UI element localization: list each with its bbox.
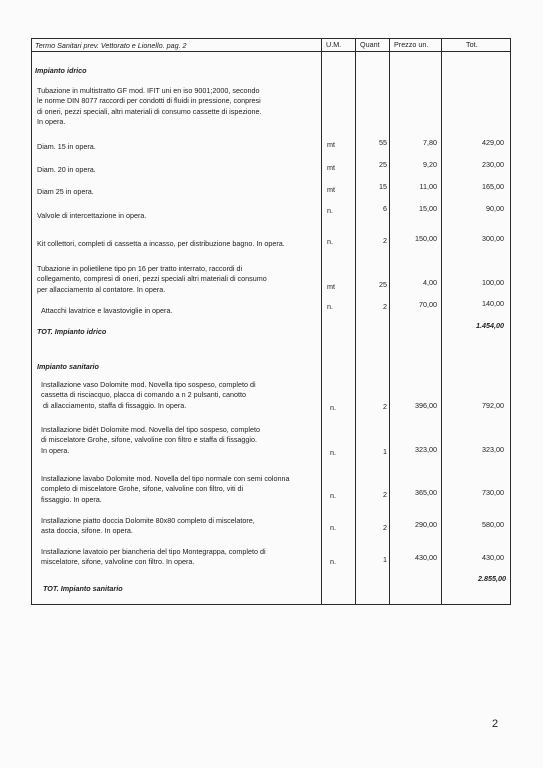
total-label-sanitario: TOT. Impianto sanitario <box>43 584 123 593</box>
row-prezzo: 9,20 <box>423 160 437 169</box>
row-tot: 100,00 <box>482 278 504 287</box>
col-border-quant <box>355 38 356 605</box>
page-number: 2 <box>492 718 499 730</box>
total-label-idrico: TOT. Impianto idrico <box>37 327 107 336</box>
table-bottom-border <box>31 604 511 605</box>
row-prezzo: 7,80 <box>423 138 437 147</box>
row-um: n. <box>330 403 336 412</box>
row-tot: 300,00 <box>482 234 504 243</box>
header-prezzo: Prezzo un. <box>394 40 429 49</box>
row-quant: 6 <box>383 204 387 213</box>
row-desc: Kit collettori, completi di cassetta a incasso, per distribuzione bagno. In opera. <box>37 239 285 248</box>
row-prezzo: 396,00 <box>415 401 437 410</box>
row-quant: 2 <box>383 236 387 245</box>
total-value-idrico: 1.454,00 <box>476 321 504 330</box>
row-um: n. <box>330 491 336 500</box>
row-um: n. <box>327 206 333 215</box>
row-tot: 140,00 <box>482 299 504 308</box>
row-um: mt <box>327 282 335 291</box>
row-quant: 1 <box>383 555 387 564</box>
row-quant: 25 <box>379 280 387 289</box>
row-tot: 730,00 <box>482 488 504 497</box>
row-quant: 2 <box>383 302 387 311</box>
row-prezzo: 11,00 <box>419 182 437 191</box>
row-quant: 15 <box>379 182 387 191</box>
col-border-right <box>510 38 511 605</box>
row-um: n. <box>330 448 336 457</box>
row-desc: Diam. 15 in opera. <box>37 142 96 151</box>
row-quant: 55 <box>379 138 387 147</box>
row-quant: 2 <box>383 402 387 411</box>
row-quant: 25 <box>379 160 387 169</box>
row-prezzo: 365,00 <box>415 488 437 497</box>
row-tot: 323,00 <box>482 445 504 454</box>
row-tot: 230,00 <box>482 160 504 169</box>
row-tot: 90,00 <box>486 204 504 213</box>
row-desc: Installazione lavabo Dolomite mod. Novella del tipo normale con semi colonna completo di miscelatore Grohe, sifone, valvoline con filtro, viti di fissaggio. In opera. <box>41 474 290 504</box>
row-prezzo: 150,00 <box>415 234 437 243</box>
row-desc: Diam 25 in opera. <box>37 187 94 196</box>
row-quant: 1 <box>383 447 387 456</box>
row-tot: 165,00 <box>482 182 504 191</box>
row-tot: 792,00 <box>482 401 504 410</box>
row-desc: Tubazione in polietilene tipo pn 16 per tratto interrato, raccordi di collegamento, compresi di oneri, pezzi speciali altri materiali di consumo per allacciamento al contatore. In opera. <box>37 264 267 294</box>
row-desc: Installazione bidèt Dolomite mod. Novella del tipo sospeso, completo di miscelatore Grohe, sifone, valvoline con filtro e staffa di fissaggio. In opera. <box>41 425 260 455</box>
section-title-sanitario: Impianto sanitario <box>37 362 99 371</box>
header-tot: Tot. <box>466 40 478 49</box>
col-border-left <box>31 38 32 605</box>
row-prezzo: 290,00 <box>415 520 437 529</box>
table-top-border <box>31 38 511 39</box>
row-desc: Installazione vaso Dolomite mod. Novella tipo sospeso, completo di cassetta di risciacquo, placca di comando a n 2 pulsanti, canotto di allacciamento, staffa di fissaggio. In opera. <box>41 380 256 410</box>
total-value-sanitario: 2.855,00 <box>478 574 506 583</box>
row-um: n. <box>327 237 333 246</box>
row-quant: 2 <box>383 523 387 532</box>
row-prezzo: 323,00 <box>415 445 437 454</box>
row-desc: Installazione lavatoio per biancheria del tipo Montegrappa, completo di miscelatore, sifone, valvoline con filtro. In opera. <box>41 547 266 567</box>
row-prezzo: 430,00 <box>415 553 437 562</box>
row-tot: 580,00 <box>482 520 504 529</box>
header-quant: Quant <box>360 40 380 49</box>
header-title: Termo Sanitari prev. Vettorato e Lionello. pag. 2 <box>35 41 187 50</box>
section-title-idrico: Impianto idrico <box>35 66 87 75</box>
row-um: mt <box>327 163 335 172</box>
header-um: U.M. <box>326 40 342 49</box>
row-quant: 2 <box>383 490 387 499</box>
row-prezzo: 70,00 <box>419 300 437 309</box>
row-tot: 430,00 <box>482 553 504 562</box>
row-desc: Diam. 20 in opera. <box>37 165 96 174</box>
row-tot: 429,00 <box>482 138 504 147</box>
row-desc: Installazione piatto doccia Dolomite 80x80 completo di miscelatore, asta doccia, sifone. In opera. <box>41 516 255 536</box>
row-um: n. <box>330 557 336 566</box>
col-border-um <box>321 38 322 605</box>
idrico-intro: Tubazione in multistratto GF mod. IFIT uni en iso 9001;2000, secondo le norme DIN 8077 raccordi per condotti di fluidi in pressione, conpresi di oneri, pezzi speciali, altri materiali di consumo cassette di ispezione. In opera. <box>37 86 262 127</box>
row-prezzo: 15,00 <box>419 204 437 213</box>
row-desc: Valvole di intercettazione in opera. <box>37 211 147 220</box>
row-desc: Attacchi lavatrice e lavastoviglie in opera. <box>41 306 173 315</box>
row-um: mt <box>327 140 335 149</box>
row-um: n. <box>330 523 336 532</box>
row-um: mt <box>327 185 335 194</box>
row-prezzo: 4,00 <box>423 278 437 287</box>
row-um: n. <box>327 302 333 311</box>
